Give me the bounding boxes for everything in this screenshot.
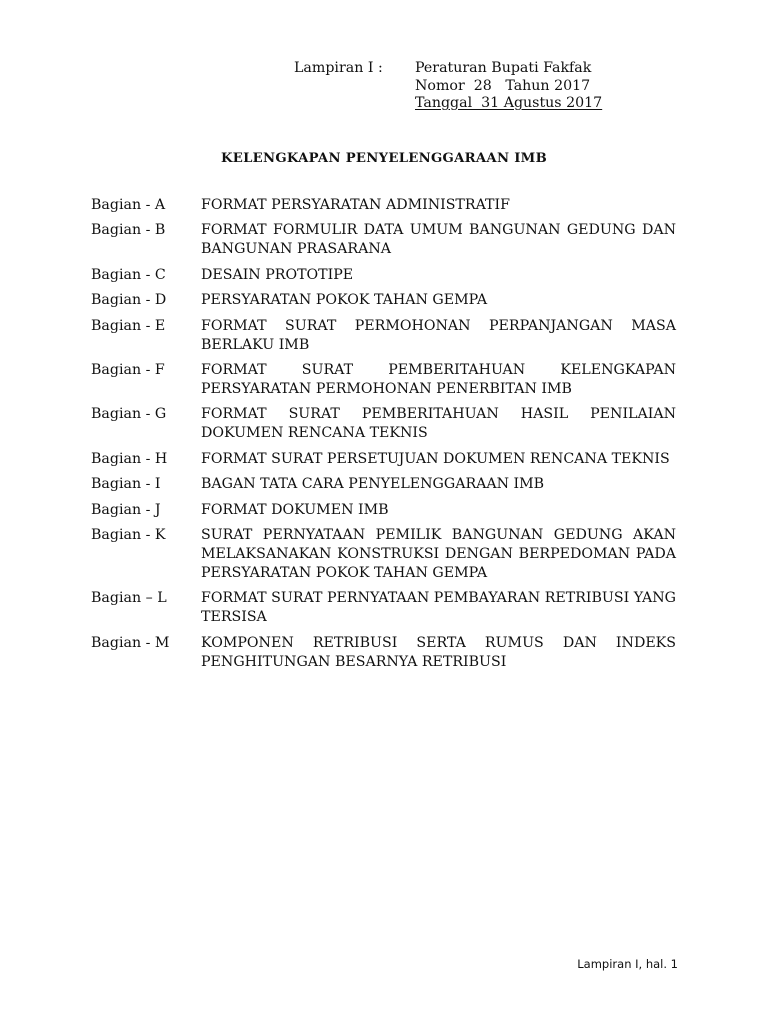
regulation-number: Nomor 28 Tahun 2017 [415,77,591,94]
attachment-header-row [294,60,602,113]
section-description: FORMAT SURAT PEMBERITAHUAN KELENGKAPAN PERSYARATAN PERMOHONAN PENERBITAN IMB [201,361,676,397]
section-list-item [91,266,676,285]
section-list-item [91,501,676,520]
section-description: BAGAN TATA CARA PENYELENGGARAAN IMB [201,476,545,493]
section-description: FORMAT SURAT PERNYATAAN PEMBAYARAN RETRIBUSI YANG TERSISA [201,590,676,626]
page-footer: Lampiran I, hal. 1 [577,957,678,971]
section-label: Bagian - H [91,450,168,467]
section-label: Bagian – L [91,590,167,607]
section-list-item [91,317,676,355]
section-label: Bagian - C [91,266,166,283]
section-list-item [91,634,676,672]
section-description: DESAIN PROTOTIPE [201,266,354,283]
section-label: Bagian - G [91,406,167,423]
section-list-item [91,196,676,215]
section-label: Bagian - J [91,501,161,518]
section-list-item [91,405,676,443]
section-list [91,196,676,678]
section-list-item [91,221,676,259]
section-description: FORMAT PERSYARATAN ADMINISTRATIF [201,197,510,213]
document-title: KELENGKAPAN PENYELENGGARAAN IMB [220,151,548,166]
section-label: Bagian - F [91,361,165,378]
regulation-name: Peraturan Bupati Fakfak [415,60,592,76]
section-description: FORMAT FORMULIR DATA UMUM BANGUNAN GEDUNG DAN BANGUNAN PRASARANA [201,222,676,258]
section-list-item [91,450,676,469]
section-description: FORMAT DOKUMEN IMB [201,501,389,518]
attachment-header [294,60,602,113]
section-label: Bagian - E [91,317,166,334]
section-label: Bagian - M [91,634,170,651]
section-list-item [91,526,676,583]
section-list-item [91,475,676,494]
section-label: Bagian - A [91,197,166,213]
section-description: SURAT PERNYATAAN PEMILIK BANGUNAN GEDUNG AKAN MELAKSANAKAN KONSTRUKSI DENGAN BERPEDOMAN PADA PERSYARATAN POKOK TAHAN GEMPA [201,526,676,581]
section-list-item [91,291,676,310]
section-description: KOMPONEN RETRIBUSI SERTA RUMUS DAN INDEKS PENGHITUNGAN BESARNYA RETRIBUSI [201,634,676,670]
regulation-reference [415,60,602,113]
section-label: Bagian - K [91,526,166,543]
section-label: Bagian - D [91,292,167,309]
section-description: FORMAT SURAT PEMBERITAHUAN HASIL PENILAIAN DOKUMEN RENCANA TEKNIS [201,406,676,442]
section-label: Bagian - B [91,222,166,239]
section-list-item [91,589,676,627]
attachment-label: Lampiran I : [294,60,383,76]
section-label: Bagian - I [91,476,161,493]
section-description: FORMAT SURAT PERMOHONAN PERPANJANGAN MASA BERLAKU IMB [201,317,676,353]
regulation-date: Tanggal 31 Agustus 2017 [415,95,603,111]
section-list-item [91,361,676,399]
section-description: PERSYARATAN POKOK TAHAN GEMPA [201,292,488,309]
section-description: FORMAT SURAT PERSETUJUAN DOKUMEN RENCANA TEKNIS [201,450,670,467]
